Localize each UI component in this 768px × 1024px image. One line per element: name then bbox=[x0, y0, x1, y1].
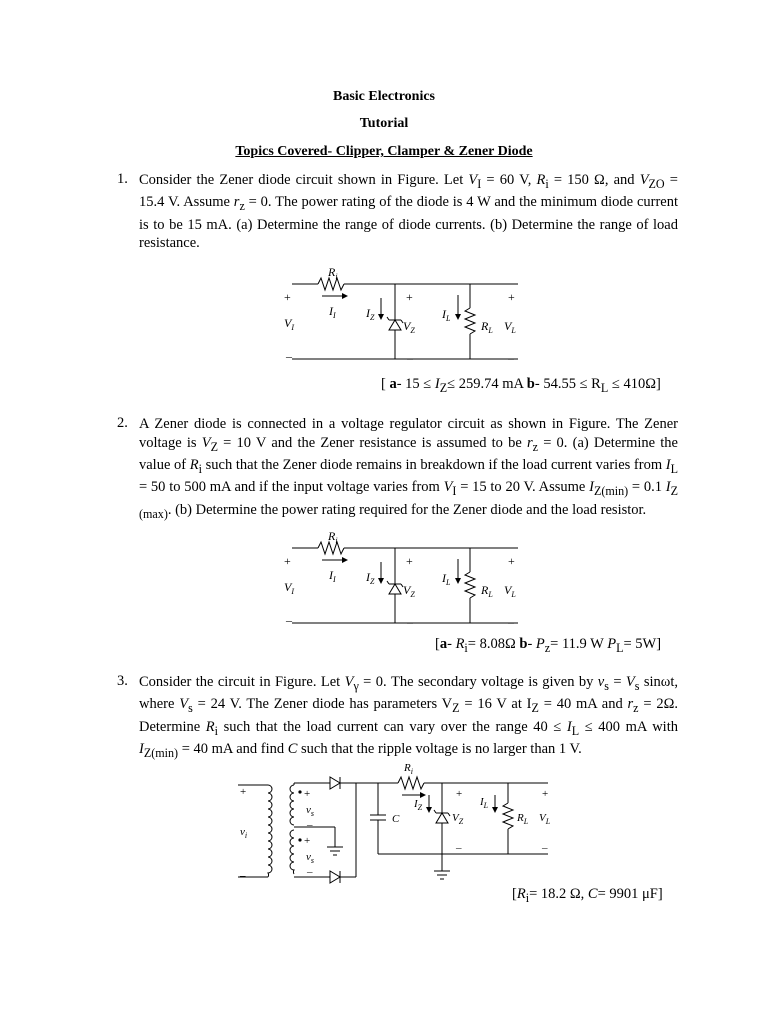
q3-label-vi: $v_i$ bbox=[240, 826, 248, 840]
q3-label-rl: $R_L$ bbox=[517, 812, 529, 826]
q3-vs2-plus: + bbox=[304, 835, 311, 847]
q3-label-iz: $I_Z$ bbox=[414, 798, 423, 812]
q1-vz-minus: – bbox=[407, 351, 413, 365]
question-2-answer: [a- $R_i= 8.08\Omega$ b- $P_z= 11.9$ W $P_L= 5W$] bbox=[435, 636, 662, 655]
q2-label-vl: $V_L$ bbox=[504, 583, 516, 599]
q3-label-vl: $V_L$ bbox=[539, 812, 551, 826]
question-3-number: 3. bbox=[117, 673, 128, 689]
q2-label-ri: $R_i$ bbox=[328, 529, 338, 545]
q1-vl-minus: – bbox=[508, 351, 514, 365]
question-2-text: A Zener diode is connected in a voltage regulator circuit as shown in Figure. The Zener voltage is $V_Z = 10$ V and the Zener resistance is assumed to be $r_z = 0$. (a) Determine the value of $R_i$ such that the Zener diode remains in breakdown if the load current varies from $I_L = 50$ to 500 mA and if the input voltage varies from $V_I = 15$ to 20 V. Assume $I_{Z(min)} = 0.1$ $I_{Z (max)}$. (b) Determine the power rating required for the Zener diode and the load resistor. bbox=[139, 416, 678, 521]
q1-label-ii: $I_I$ bbox=[329, 304, 336, 320]
q2-vz-minus: – bbox=[407, 615, 413, 629]
question-1-answer: [ a- $15 \le I_Z\le 259.74$ mA b- $54.55 \le R_L \le 410\Omega$] bbox=[381, 376, 661, 395]
q3-vz-minus: – bbox=[456, 842, 462, 854]
topics-heading: Topics Covered- Clipper, Clamper & Zener Diode bbox=[235, 144, 533, 159]
q3-vs1-minus: – bbox=[307, 819, 313, 831]
q3-vs1-plus: + bbox=[304, 788, 311, 800]
q3-label-il: $I_L$ bbox=[480, 796, 489, 810]
q3-vz-plus: + bbox=[456, 788, 463, 800]
q2-label-il: $I_L$ bbox=[442, 571, 451, 587]
q1-label-iz: $I_Z$ bbox=[366, 306, 375, 322]
question-3-answer: [$R_i= 18.2$ Ω, C= 9901 μF] bbox=[512, 886, 663, 905]
q3-label-vs2: $v_s$ bbox=[306, 851, 315, 865]
question-3-text: Consider the circuit in Figure. Let $V_\gamma = 0$. The secondary voltage is given by $v_s = V_s$ sinωt, where $V_s = 24$ V. The Zener diode has parameters $V_Z = 16$ V at $I_Z = 40$ mA and $r_z = 2\Omega$. Determine $R_i$ such that the load current can vary over the range $40 \le I_L \le 400$ mA with $I_{Z(min)} = 40$ mA and find C such that the ripple voltage is no larger than 1 V. bbox=[139, 674, 678, 761]
q1-label-vl: $V_L$ bbox=[504, 319, 516, 335]
question-1-circuit bbox=[280, 262, 530, 372]
q2-vz-plus: + bbox=[406, 554, 413, 568]
q2-label-rl: $R_L$ bbox=[481, 583, 493, 599]
q1-vi-minus: – bbox=[286, 349, 292, 363]
q2-vl-plus: + bbox=[508, 554, 515, 568]
q3-label-c: C bbox=[392, 813, 400, 825]
q3-vs2-minus: – bbox=[307, 866, 313, 878]
q1-vi-plus: + bbox=[284, 290, 291, 304]
q2-label-vi: $V_I$ bbox=[284, 580, 295, 596]
q3-vl-plus: + bbox=[542, 788, 549, 800]
course-title: Basic Electronics bbox=[332, 89, 435, 104]
q2-label-iz: $I_Z$ bbox=[366, 570, 375, 586]
question-2-circuit bbox=[280, 526, 530, 631]
q3-label-vs1: $v_s$ bbox=[306, 804, 315, 818]
q1-label-vi: $V_I$ bbox=[284, 316, 295, 332]
question-3-circuit bbox=[230, 755, 560, 880]
q1-label-ri: $R_i$ bbox=[328, 265, 338, 281]
q2-vi-minus: – bbox=[286, 613, 292, 627]
q1-vl-plus: + bbox=[508, 290, 515, 304]
q2-label-ii: $I_I$ bbox=[329, 568, 336, 584]
q2-vi-plus: + bbox=[284, 554, 291, 568]
q1-label-vz: $V_Z$ bbox=[403, 319, 415, 335]
question-2-number: 2. bbox=[117, 415, 128, 431]
q1-vz-plus: + bbox=[406, 290, 413, 304]
question-1-text: Consider the Zener diode circuit shown in Figure. Let $V_I = 60$ V, $R_i = 150$ Ω, and $V_{ZO} = 15.4$ V. Assume $r_z = 0$. The power rating of the diode is 4 W and the minimum diode current is to be 15 mA. (a) Determine the range of diode currents. (b) Determine the range of load resistance. bbox=[139, 172, 679, 252]
q1-label-il: $I_L$ bbox=[442, 307, 451, 323]
tutorial-subtitle: Tutorial bbox=[359, 116, 409, 131]
q3-vi-plus: + bbox=[240, 786, 247, 798]
q1-label-rl: $R_L$ bbox=[481, 319, 493, 335]
question-1-number: 1. bbox=[117, 171, 128, 187]
q3-label-vz: $V_Z$ bbox=[452, 812, 464, 826]
q2-vl-minus: – bbox=[508, 615, 514, 629]
q3-vl-minus: – bbox=[542, 842, 548, 854]
q3-label-ri: $R_i$ bbox=[404, 762, 413, 776]
q3-vi-minus: – bbox=[240, 870, 246, 882]
q2-label-vz: $V_Z$ bbox=[403, 583, 415, 599]
